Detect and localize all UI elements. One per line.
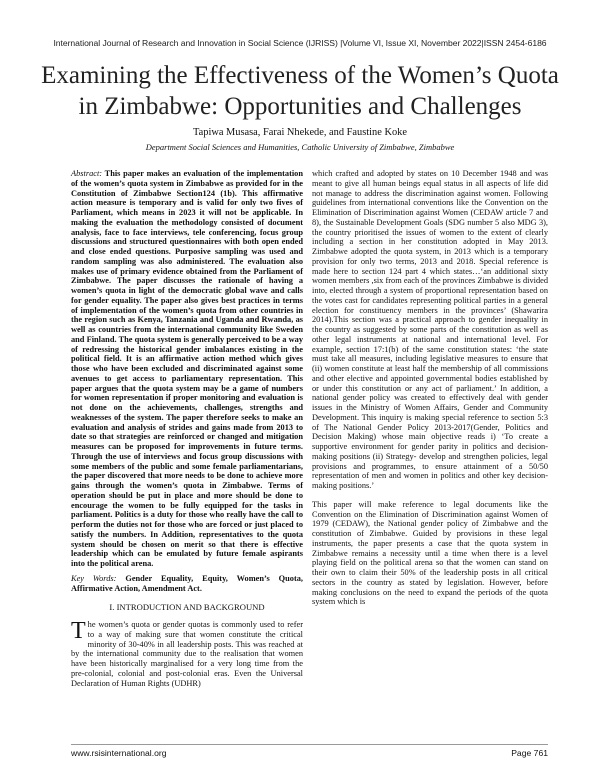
authors: Tapiwa Musasa, Farai Nhekede, and Faustine Koke	[193, 127, 407, 138]
affiliation: Department Social Sciences and Humanities, Catholic University of Zimbabwe, Zimbabwe	[145, 142, 455, 152]
paper-title-line-2: in Zimbabwe: Opportunities and Challenges	[78, 93, 522, 120]
footer-website: www.rsisinternational.org	[71, 748, 167, 758]
page-number: Page 761	[511, 748, 548, 758]
drop-cap: T	[71, 618, 86, 644]
keywords	[71, 574, 303, 594]
keywords-text: Gender Equality, Equity, Women’s Quota, Affirmative Action, Amendment Act.	[71, 573, 303, 593]
left-column	[71, 169, 303, 688]
introduction-paragraph	[71, 620, 303, 688]
paper-title	[20, 60, 580, 122]
section-heading: I. INTRODUCTION AND BACKGROUND	[109, 602, 265, 613]
keywords-label: Key Words:	[71, 573, 117, 583]
footer-divider	[71, 744, 548, 745]
body-paragraph-2: This paper will make reference to legal documents like the Convention on the Elimination of Discrimination against Women of 1979 (CEDAW), the National gender policy of Zimbabwe and the constitution of Zimbabwe. Guided by provisions in these legal instruments, the paper presents a case that the quota system in Zimbabwe remains a necessity until a time when there is a level playing field on the political arena so that the women can stand on their own to claim their 50% of the leadership posts in all critical sectors in the country as stated by legislation. However, before making conclusions on the need to expand the periods of the quota system which is	[312, 499, 548, 607]
paper-title-line-1: Examining the Effectiveness of the Women’s Quota	[41, 62, 559, 89]
journal-header: International Journal of Research and Innovation in Social Science (IJRISS) |Volume VI, Issue XI, November 2022|ISSN 2454-6186	[53, 38, 547, 48]
abstract-label: Abstract:	[71, 169, 103, 178]
abstract	[71, 169, 303, 569]
right-column	[312, 169, 548, 607]
abstract-text: This paper makes an evaluation of the implementation of the women’s quota system in Zimbabwe as provided for in the Constitution of Zimbabwe Section124 (1b). This affirmative action measure is temporary and is valid for only two fives of Parliament, which means in 2023 it will not be applicable. In making the evaluation the methodology consisted of document analysis, face to face interviews, tele conferencing, focus group discussions and structured questionnaires with both open ended and close ended questions. Purposive sampling was used and random sampling was also administered. The evaluation also makes use of primary evidence obtained from the Parliament of Zimbabwe. The paper discusses the rationale of having a women’s quota in light of the democratic global wave and calls for gender equality. The paper also gives best practices in terms of implementation of the women’s quota from other countries in the region such as Kenya, Tanzania and Uganda and Rwanda, as well as countries from the international community like Sweden and Finland. The quota system is generally perceived to be a way of redressing the historical gender imbalances existing in the political field. It is an affirmative action method which gives those who have been excluded and discriminated against some avenues to get access to parliamentary representation. This paper argues that the quota system may be a game of numbers for women representation if proper monitoring and evaluation is not done on the achievements, challenges, strengths and weaknesses of the system. The paper therefore seeks to make an evaluation and analysis of strides and gains made from 2013 to date so that strategies are reinforced or changed and mitigation measures can be proposed for improvements in future terms. Through the use of interviews and focus group discussions with some members of the public and some female parliamentarians, the paper discovered that more needs to be done to achieve more gains through the women’s quota in Zimbabwe. Terms of operation should be put in place and more should be done to encourage the women to be fully equipped for the tasks in parliament. Politics is a duty for those who really have the call to perform the duties not for those who are forced or just placed to satisfy the numbers. In Addition, representatives to the quota system should be chosen on merit so that there is effective leadership which can be emulated by future female aspirants into the political arena.	[71, 169, 303, 568]
introduction-text: he women’s quota or gender quotas is commonly used to refer to a way of making sure that women constitute the critical minority of 30-40% in all leadership posts. This was reached at by the international community due to the realisation that women have been historically marginalised for a very long time from the pre-colonial, colonial and post-colonial eras. Even the Universal Declaration of Human Rights (UDHR)	[71, 620, 303, 688]
body-paragraph-1: which crafted and adopted by states on 10 December 1948 and was meant to give all human beings equal status in all aspects of life did not manage to address the discrimination against women. Following guidelines from international conventions like the Convention on the Elimination of Discrimination against Women (CEDAW article 7 and 8), the Sustainable Development Goals (SDG number 5 also MDG 3), the country prioritised the issues of women to the extent of clearly including a section in her constitution adopted in May 2013. Zimbabwe adopted the quota system, in 2013 which is a temporary provision for only two terms, 2013 and 2018. Special reference is made here to section 124 part 4 which states…‘an additional sixty women members ,six from each of the provinces Zimbabwe is divided into, elected through a system of proportional representation based on the votes cast for candidates representing political parties in a general election for constituency members in the provinces’ (Shawarira 2014).This section was a practical approach to gender inequality in the country as suggested by some parts of the constitution as well as other legal instruments at national and international level. For example, section 17:1(b) of the same constitution states: ‘the state must take all measures, including legislative measures to ensure that (ii) women constitute at least half the membership of all commissions and other elective and appointed governmental bodies established by or under this constitution or any act of parliament.’ In addition, a national gender policy was created to effectively deal with gender issues in the Ministry of Women Affairs, Gender and Community Development. This inquiry is making special reference to section 5:3 of The National Gender Policy 2013-2017(Gender, Politics and Decision Making) whose main objective reads i) ‘To create a supportive environment for gender parity in politics and decision-making positions (ii) Strategy- develop and strengthen policies, legal provisions and programmes, to ensure attainment of a 50/50 representation of men and women in politics and other key decision-making positions.’	[312, 169, 548, 490]
